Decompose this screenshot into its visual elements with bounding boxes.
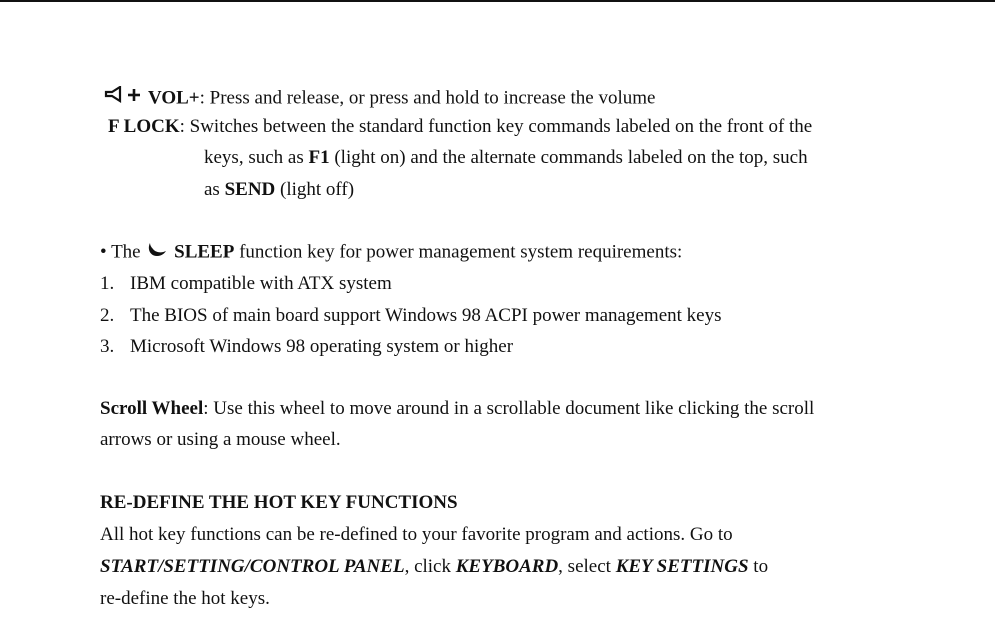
redefine-heading: RE-DEFINE THE HOT KEY FUNCTIONS xyxy=(100,492,458,513)
redefine-mid-2: , select xyxy=(558,556,616,577)
redefine-desc-3: re-define the hot keys. xyxy=(100,588,270,609)
send-key: SEND xyxy=(224,179,276,200)
key-settings-label: KEY SETTINGS xyxy=(615,556,749,577)
list-text: Microsoft Windows 98 operating system or higher xyxy=(130,336,514,357)
list-text: IBM compatible with ATX system xyxy=(130,273,392,294)
bullet: • xyxy=(100,241,107,263)
vol-plus-desc: : Press and release, or press and hold to increase the volume xyxy=(199,87,656,109)
list-number: 3. xyxy=(100,336,115,357)
f1-key: F1 xyxy=(308,147,330,168)
scroll-wheel-label: Scroll Wheel xyxy=(100,398,204,419)
flock-desc-3b: (light off) xyxy=(275,179,355,200)
list-item xyxy=(100,273,392,295)
scroll-desc-2: arrows or using a mouse wheel. xyxy=(100,429,341,450)
flock-desc-3a: as xyxy=(204,179,225,200)
sleep-label: SLEEP xyxy=(174,241,235,263)
list-text: The BIOS of main board support Windows 98 ACPI power management keys xyxy=(130,305,722,326)
flock-label: F LOCK xyxy=(108,116,180,137)
flock-desc-2a: keys, such as xyxy=(204,147,309,168)
redefine-line-3 xyxy=(100,588,270,610)
flock-line-2 xyxy=(204,147,808,169)
redefine-line-1 xyxy=(100,524,733,546)
section-heading xyxy=(100,492,458,514)
speaker-plus-icon xyxy=(104,86,148,112)
flock-desc-1: : Switches between the standard function key commands labeled on the front of the xyxy=(179,116,813,137)
list-number: 1. xyxy=(100,273,115,294)
keyboard-label: KEYBOARD xyxy=(455,556,559,577)
redefine-mid-1: , click xyxy=(404,556,456,577)
redefine-desc-1: All hot key functions can be re-defined to your favorite program and actions. Go to xyxy=(100,524,733,545)
vol-plus-label: VOL+ xyxy=(148,87,200,109)
list-item xyxy=(100,336,513,358)
volume-line xyxy=(104,86,656,112)
list-item xyxy=(100,305,722,327)
scroll-desc-1: : Use this wheel to move around in a scrollable document like clicking the scroll xyxy=(203,398,815,419)
sleep-desc: function key for power management system requirements: xyxy=(239,241,683,263)
sleep-line xyxy=(100,241,682,265)
flock-desc-2b: (light on) and the alternate commands labeled on the top, such xyxy=(329,147,808,168)
scroll-line-2 xyxy=(100,429,341,451)
redefine-line-2 xyxy=(100,556,768,578)
moon-icon xyxy=(145,241,169,265)
control-panel-path: START/SETTING/CONTROL PANEL xyxy=(100,556,405,577)
flock-line-3 xyxy=(204,179,354,201)
list-number: 2. xyxy=(100,305,115,326)
scroll-line-1 xyxy=(100,398,814,420)
sleep-pre: The xyxy=(111,241,141,263)
flock-line-1 xyxy=(108,116,812,138)
redefine-mid-3: to xyxy=(748,556,769,577)
